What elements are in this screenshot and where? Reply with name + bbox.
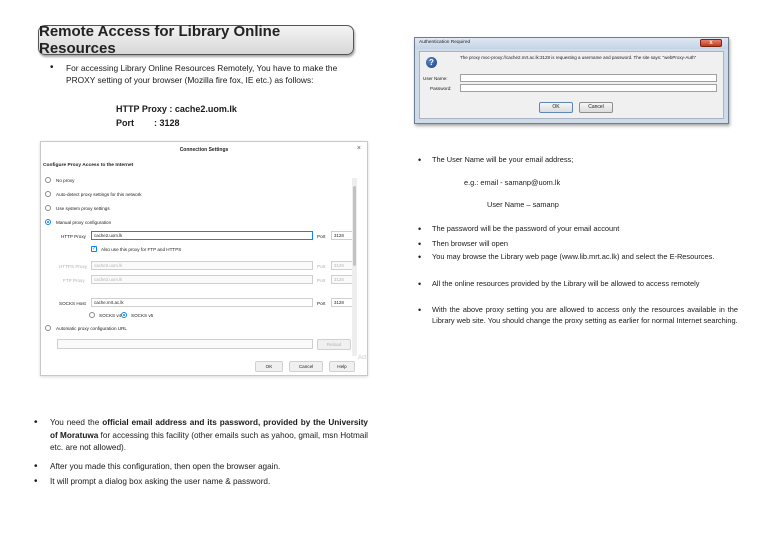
authentication-dialog [414, 37, 729, 124]
official-email-note-bold: official email address and its password, provided by the University of Moratuwa [50, 418, 368, 440]
auto-url-input[interactable] [57, 339, 313, 349]
http-proxy-input[interactable]: cache2.uom.lk [91, 231, 313, 240]
password-label: Password: [430, 86, 452, 91]
ftp-port-input[interactable]: 3128 [331, 275, 353, 284]
browser-open-info: • Then browser will open [432, 239, 738, 250]
socks-v4-label: SOCKS v4 [99, 313, 122, 318]
radio-system-proxy[interactable] [45, 205, 51, 211]
auth-cancel-button[interactable]: Cancel [579, 102, 613, 113]
https-proxy-label: HTTPS Proxy [59, 264, 88, 269]
option-manual-proxy: Manual proxy configuration [56, 220, 112, 225]
socks-port-label: Port [317, 301, 326, 306]
auth-title-bar [415, 38, 728, 49]
cancel-button[interactable]: Cancel [289, 361, 323, 372]
radio-socks-v5[interactable] [121, 312, 127, 318]
proxy-heading: Configure Proxy Access to the Internet [43, 163, 134, 168]
ftp-proxy-input[interactable]: cache2.uom.lk [91, 275, 313, 284]
radio-socks-v4[interactable] [89, 312, 95, 318]
scrollbar-thumb[interactable] [353, 186, 356, 266]
https-port-input[interactable]: 3128 [331, 261, 353, 270]
option-auto-detect: Auto-detect proxy settings for this network [56, 192, 142, 197]
reload-button[interactable]: Reload [317, 339, 351, 350]
checkbox-icon[interactable]: ✓ [92, 246, 97, 252]
radio-manual-proxy[interactable] [45, 219, 51, 225]
radio-no-proxy[interactable] [45, 177, 51, 183]
watermark-text: Act [358, 355, 367, 361]
socks-host-label: SOCKS Host [59, 301, 86, 306]
resources-info: • All the online resources provided by the Library will be allowed to access remotely [432, 279, 738, 290]
password-input[interactable] [460, 84, 717, 92]
intro-paragraph: • For accessing Library Online Resources Remotely, You have to make the PROXY setting of your browser (Mozilla fire fox, IE etc.) as follows: [66, 62, 366, 86]
auto-url-label: Automatic proxy configuration URL [56, 326, 127, 331]
ok-button[interactable]: OK [255, 361, 283, 372]
page-title-text: Remote Access for Library Online Resources [39, 23, 281, 57]
connection-settings-dialog [40, 141, 368, 376]
prompt-dialog-note: • It will prompt a dialog box asking the user name & password. [50, 476, 368, 488]
close-icon[interactable]: × [356, 145, 361, 152]
https-port-label: Port [317, 264, 326, 269]
http-proxy-label: HTTP Proxy [61, 234, 86, 239]
proxy-note: • With the above proxy setting you are allowed to access only the resources available in the Library web site. You should change the proxy setting as earlier for normal Internet searching. [432, 305, 738, 326]
auth-title: Authentication Required [419, 40, 471, 45]
auth-ok-button[interactable]: OK [539, 102, 573, 113]
radio-auto-detect[interactable] [45, 191, 51, 197]
reopen-browser-note: • After you made this configuration, then open the browser again. [50, 461, 368, 473]
auth-message: The proxy moc-proxy://cache2.mrt.ac.lk:3128 is requesting a username and password. The site says: "webProxy-Auth" [460, 55, 697, 60]
proxy-host-line: HTTP Proxy : cache2.uom.lk [116, 104, 237, 114]
page-title [38, 25, 354, 55]
username-info: • The User Name will be your email address; [432, 155, 732, 166]
example-username: User Name – samanp [487, 200, 559, 209]
official-email-note-post: for accessing this facility (other emails such as yahoo, gmail, msn Hotmail etc. are not allowed). [50, 430, 368, 452]
username-input[interactable] [460, 74, 717, 82]
proxy-port-line: Port : 3128 [116, 118, 180, 128]
auth-body [419, 51, 724, 119]
socks-v5-label: SOCKS v5 [131, 313, 154, 318]
option-system-proxy: Use system proxy settings [56, 206, 110, 211]
official-email-note-pre: You need the [50, 418, 103, 427]
http-port-input[interactable]: 3128 [331, 231, 353, 240]
http-port-label: Port [317, 234, 326, 239]
help-button[interactable]: Help [329, 361, 355, 372]
question-icon: ? [426, 57, 437, 68]
example-email: e.g.: email - samanp@uom.lk [464, 178, 561, 187]
ftp-proxy-label: FTP Proxy [63, 278, 85, 283]
socks-host-input[interactable]: cache.mrt.ac.lk [91, 298, 313, 307]
ftp-port-label: Port [317, 278, 326, 283]
dialog-title: Connection Settings [179, 147, 229, 153]
password-info: • The password will be the password of your email account [432, 224, 738, 235]
scrollbar[interactable] [352, 178, 357, 356]
username-label: User Name: [423, 76, 448, 81]
option-no-proxy: No proxy [56, 178, 75, 183]
socks-port-input[interactable]: 3128 [331, 298, 353, 307]
also-use-label: Also use this proxy for FTP and HTTPS [101, 247, 182, 252]
official-email-note [50, 417, 368, 455]
radio-auto-url[interactable] [45, 325, 51, 331]
https-proxy-input[interactable]: cache2.uom.lk [91, 261, 313, 270]
close-icon[interactable]: x [700, 39, 722, 47]
browse-library-info: • You may browse the Library web page (www.lib.mrt.ac.lk) and select the E-Resources. [432, 252, 738, 263]
